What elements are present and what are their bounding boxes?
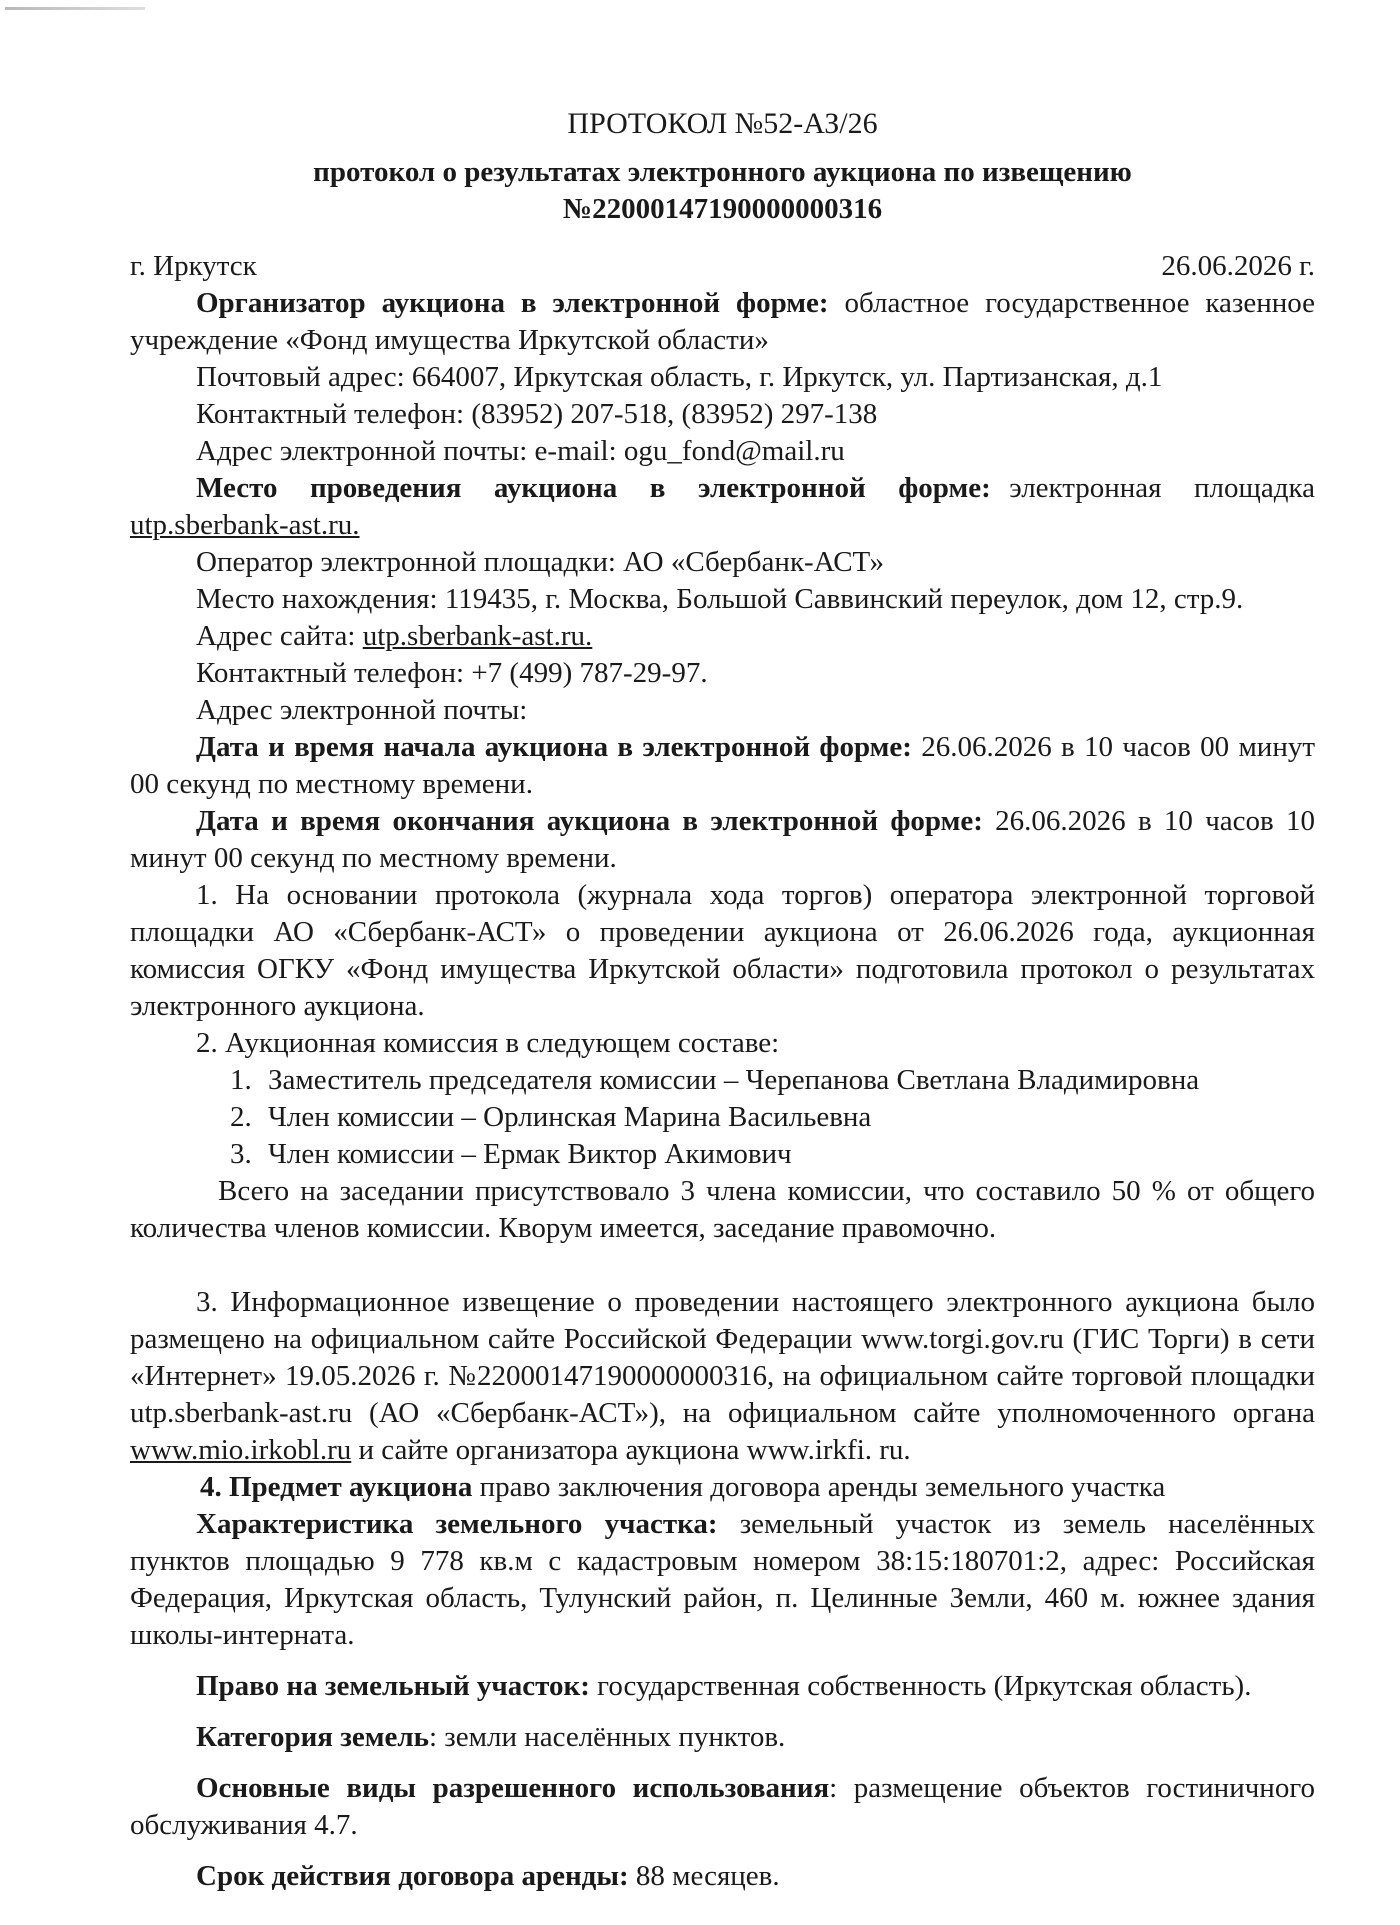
end-label: Дата и время окончания аукциона в электронной форме: (196, 805, 983, 837)
quorum-paragraph: Всего на заседании присутствовало 3 члена комиссии, что составило 50 % от общего количества членов комиссии. Кворум имеется, заседание правомочно. (130, 1175, 1315, 1244)
spacer (130, 1756, 1315, 1770)
commission-member (130, 1062, 1315, 1099)
usage-label: Основные виды разрешенного использования (196, 1772, 830, 1804)
city: г. Иркутск (130, 250, 257, 282)
venue-label: Место проведения аукциона в электронной форме: (196, 472, 991, 504)
operator-site-label: Адрес сайта: (196, 620, 363, 652)
protocol-subtitle (130, 154, 1315, 228)
organizer-email: Адрес электронной почты: e-mail: ogu_fond@mail.ru (196, 435, 845, 467)
section-4 (130, 1469, 1315, 1506)
organizer-label: Организатор аукциона в электронной форме: (196, 287, 829, 319)
characteristics-paragraph (130, 1506, 1315, 1654)
commission-member (130, 1136, 1315, 1173)
right-paragraph (130, 1668, 1315, 1705)
end-value: 26.06.2026 в 10 часов 10 минут 00 секунд по местному времени. (130, 805, 1316, 874)
characteristics-label: Характеристика земельного участка: (196, 1508, 718, 1540)
member-text: Член комиссии – Ермак Виктор Акимович (268, 1138, 792, 1170)
characteristics-value: земельный участок из земель населённых пунктов площадью 9 778 кв.м с кадастровым номером 38:15:180701:2, адрес: Российская Федерация, Иркутская область, Тулунский район, п. Целинные Земли, 460 м. южнее здания школы-интерната. (130, 1508, 1315, 1651)
organizer-value: областное государственное казенное учреждение «Фонд имущества Иркутской области» (130, 287, 1316, 356)
document-body (130, 105, 1315, 1895)
section-4-value: право заключения договора аренды земельного участка (472, 1471, 1166, 1503)
city-date-row (130, 248, 1315, 285)
category-paragraph (130, 1719, 1315, 1756)
venue-value: электронная площадка (1009, 472, 1316, 504)
usage-value: : размещение объектов гостиничного обслуживания 4.7. (130, 1772, 1315, 1841)
spacer (130, 1844, 1315, 1858)
member-number: 3. (230, 1138, 252, 1170)
right-label: Право на земельный участок: (196, 1670, 590, 1702)
venue-link[interactable]: utp.sberbank-ast.ru. (130, 509, 360, 541)
right-value: государственная собственность (Иркутская область). (589, 1670, 1252, 1702)
term-paragraph (130, 1858, 1315, 1895)
section-1: 1. На основании протокола (журнала хода торгов) оператора электронной торговой площадки АО «Сбербанк-АСТ» о проведении аукциона от 26.06.2026 года, аукционная комиссия ОГКУ «Фонд имущества Иркутской области» подготовила протокол о результатах электронного аукциона. (130, 879, 1315, 1022)
member-text: Член комиссии – Орлинская Марина Васильевна (268, 1101, 872, 1133)
start-paragraph (130, 729, 1315, 803)
operator-phone: Контактный телефон: +7 (499) 787-29-97. (196, 657, 708, 689)
usage-paragraph (130, 1770, 1315, 1844)
section-3 (130, 1284, 1315, 1469)
spacer (130, 1705, 1315, 1719)
subtitle-line-1: протокол о результатах электронного аукциона по извещению (313, 156, 1132, 188)
member-text: Заместитель председателя комиссии – Черепанова Светлана Владимировна (268, 1064, 1200, 1096)
term-label: Срок действия договора аренды: (196, 1860, 629, 1892)
section-2-heading: 2. Аукционная комиссия в следующем составе: (196, 1027, 780, 1059)
organizer-paragraph (130, 285, 1315, 359)
end-paragraph (130, 803, 1315, 877)
member-number: 2. (230, 1101, 252, 1133)
organizer-postal: Почтовый адрес: 664007, Иркутская область, г. Иркутск, ул. Партизанская, д.1 (196, 361, 1163, 393)
commission-members (130, 1062, 1315, 1173)
operator-email: Адрес электронной почты: (196, 694, 528, 726)
document-date: 26.06.2026 г. (1161, 250, 1315, 282)
spacer (130, 1247, 1315, 1284)
organizer-phone: Контактный телефон: (83952) 207-518, (83952) 297-138 (196, 398, 878, 430)
authority-site-link[interactable]: www.mio.irkobl.ru (130, 1434, 352, 1466)
start-value: 26.06.2026 в 10 часов 00 минут 00 секунд по местному времени. (130, 731, 1316, 800)
scan-edge-mark (5, 7, 145, 10)
operator-site-link[interactable]: utp.sberbank-ast.ru. (362, 620, 593, 652)
protocol-title: ПРОТОКОЛ №52-АЗ/26 (567, 107, 878, 140)
member-number: 1. (230, 1064, 252, 1096)
category-label: Категория земель (196, 1721, 429, 1753)
section-3-text-end: и сайте организатора аукциона www.irkfi. ru. (351, 1434, 911, 1466)
operator-site (130, 618, 1315, 655)
spacer (130, 1654, 1315, 1668)
start-label: Дата и время начала аукциона в электронной форме: (196, 731, 912, 763)
venue-paragraph (130, 470, 1315, 544)
section-3-text: 3. Информационное извещение о проведении настоящего электронного аукциона было размещено на официальном сайте Российской Федерации www.torgi.gov.ru (ГИС Торги) в сети «Интернет» 19.05.2026 г. №22000147190000000316, на официальном сайте торговой площадки utp.sberbank-ast.ru (АО «Сбербанк-АСТ»), на официальном сайте уполномоченного органа (130, 1286, 1315, 1429)
section-4-label: 4. Предмет аукциона (200, 1471, 473, 1503)
term-value: 88 месяцев. (628, 1860, 780, 1892)
operator-location: Место нахождения: 119435, г. Москва, Большой Саввинский переулок, дом 12, стр.9. (196, 583, 1244, 615)
subtitle-line-2: №22000147190000000316 (562, 193, 883, 225)
commission-member (130, 1099, 1315, 1136)
category-value: : земли населённых пунктов. (429, 1721, 786, 1753)
operator: Оператор электронной площадки: АО «Сбербанк-АСТ» (196, 546, 884, 578)
